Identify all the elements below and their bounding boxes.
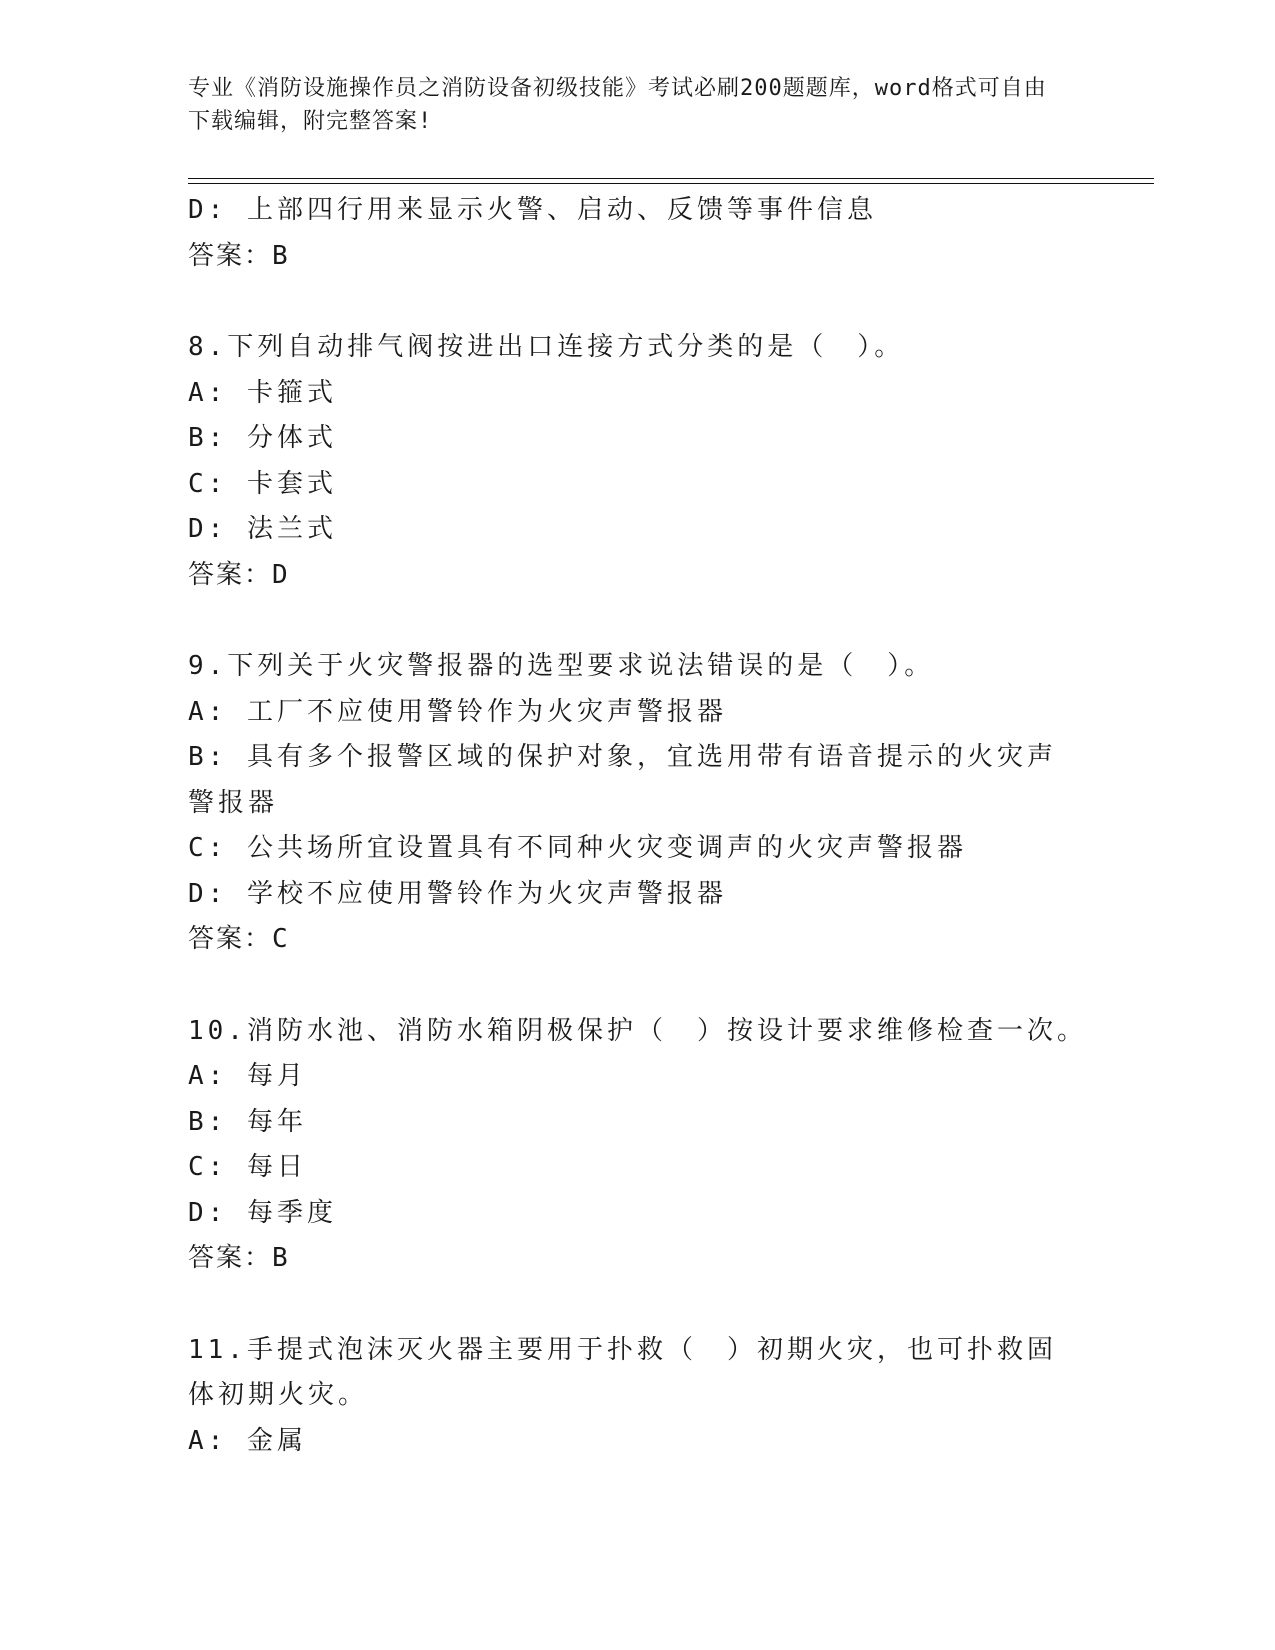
option-a: A: 金属 <box>188 1425 307 1456</box>
spacer <box>188 279 1088 325</box>
option-d: D: 法兰式 <box>188 514 337 544</box>
question-8 <box>188 325 1088 598</box>
answer-label: 答案： <box>188 559 273 590</box>
option-a: A: 卡箍式 <box>188 377 337 408</box>
question-stem: 11.手提式泡沫灭火器主要用于扑救（ ）初期火灾，也可扑救固体初期火灾。 <box>188 1334 1057 1410</box>
option-a: A: 每月 <box>188 1061 307 1091</box>
option-b: B: 分体式 <box>188 423 337 453</box>
answer-value: D <box>272 559 290 590</box>
question-10 <box>188 1009 1088 1282</box>
question-list <box>188 188 1088 1464</box>
header-rule-bottom <box>188 183 1154 184</box>
question-9 <box>188 644 1088 963</box>
spacer <box>188 1282 1088 1328</box>
question-stem: 9.下列关于火灾警报器的选型要求说法错误的是（ ）。 <box>188 651 935 681</box>
option-d: D: 学校不应使用警铃作为火灾声警报器 <box>188 878 727 909</box>
question-answer <box>188 553 1088 599</box>
option-c: C: 每日 <box>188 1152 307 1182</box>
document-header <box>188 72 1068 138</box>
question-answer <box>188 917 1088 963</box>
answer-value: C <box>272 924 290 954</box>
spacer <box>188 963 1088 1009</box>
question-stem: 10.消防水池、消防水箱阴极保护（ ）按设计要求维修检查一次。 <box>188 1015 1087 1046</box>
answer-label: 答案： <box>188 240 273 271</box>
question-stem: 8.下列自动排气阀按进出口连接方式分类的是（ ）。 <box>188 332 905 362</box>
header-rule-top <box>188 178 1154 179</box>
answer-value: B <box>272 240 290 271</box>
option-b: B: 具有多个报警区域的保护对象，宜选用带有语音提示的火灾声警报器 <box>188 742 1057 818</box>
carryover-answer <box>188 234 1088 280</box>
question-answer <box>188 1236 1088 1282</box>
question-11 <box>188 1328 1088 1465</box>
option-a: A: 工厂不应使用警铃作为火灾声警报器 <box>188 696 727 727</box>
option-d: D: 每季度 <box>188 1197 337 1228</box>
carryover-option-d: D: 上部四行用来显示火警、启动、反馈等事件信息 <box>188 195 877 225</box>
answer-label: 答案： <box>188 1243 273 1273</box>
answer-label: 答案： <box>188 924 273 954</box>
option-c: C: 卡套式 <box>188 468 337 499</box>
option-b: B: 每年 <box>188 1106 307 1137</box>
spacer <box>188 598 1088 644</box>
option-c: C: 公共场所宜设置具有不同种火灾变调声的火灾声警报器 <box>188 833 967 863</box>
answer-value: B <box>272 1243 290 1273</box>
header-text: 专业《消防设施操作员之消防设备初级技能》考试必刷200题题库，word格式可自由下载编辑，附完整答案! <box>188 76 1047 134</box>
